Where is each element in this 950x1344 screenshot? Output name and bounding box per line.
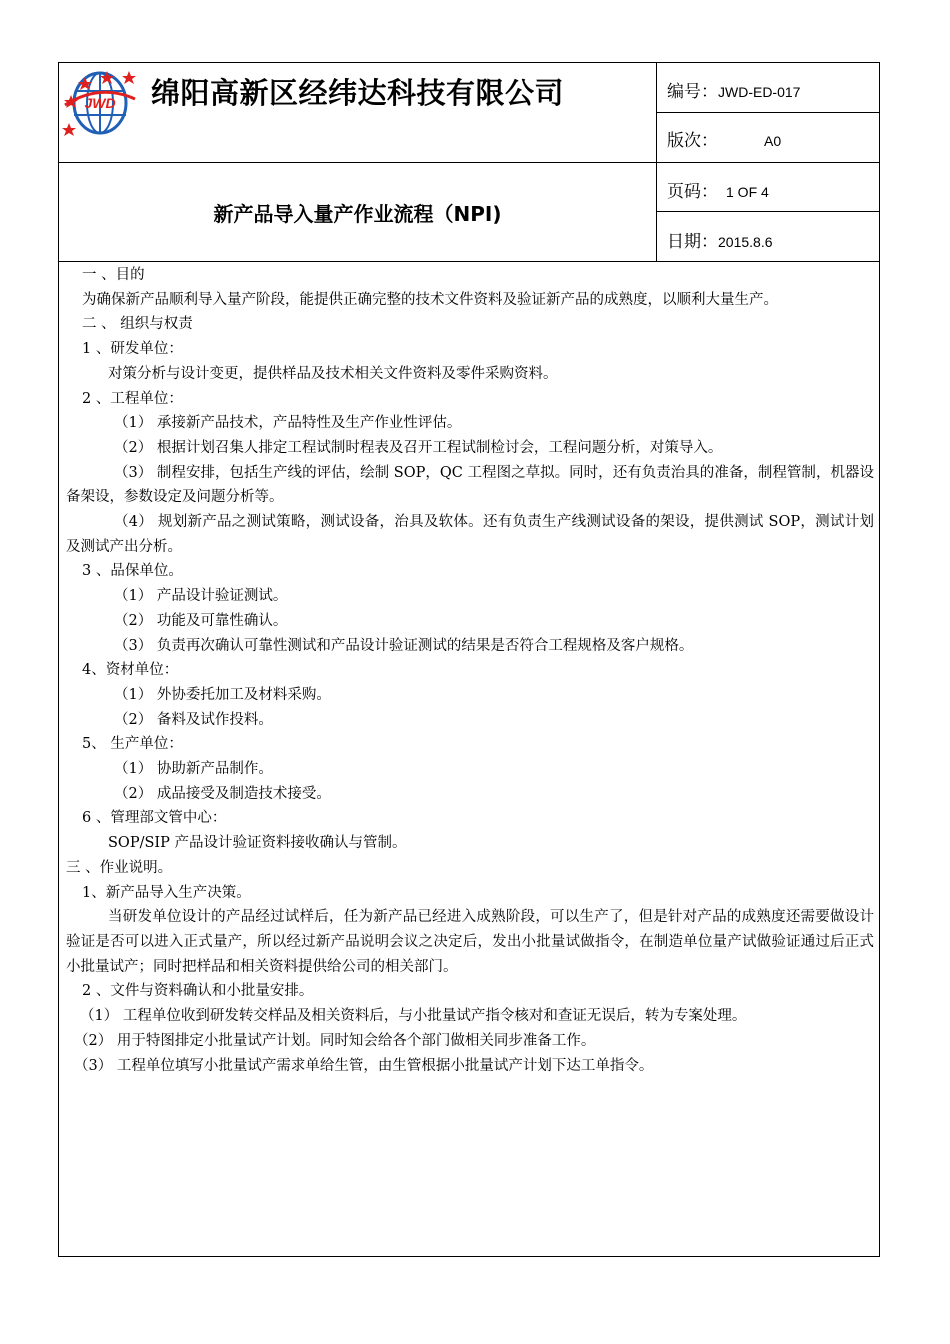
list-item: （2） 备料及试作投料。 — [114, 711, 273, 728]
list-item: （2） 成品接受及制造技术接受。 — [114, 785, 331, 802]
list-item: （2） 用于特图排定小批量试产计划。同时知会给各个部门做相关同步准备工作。 — [74, 1032, 596, 1049]
document-body — [66, 263, 874, 1078]
paragraph: 当研发单位设计的产品经过试样后，任为新产品已经进入成熟阶段，可以生产了，但是针对产品的成熟度还需要做设计验证是否可以进入正式量产，所以经过新产品说明会议之决定后，发出小批量试做指令，在制造单位量产试做验证通过后正式小批量试产；同时把样品和相关资料提供给公司的相关部门。 — [66, 909, 874, 975]
subsection-heading: 2 、文件与资料确认和小批量安排。 — [82, 983, 314, 1000]
date-label: 日期： — [667, 232, 718, 252]
date-value: 2015.8.6 — [718, 234, 773, 250]
paragraph: 对策分析与设计变更，提供样品及技术相关文件资料及零件采购资料。 — [108, 365, 558, 382]
subsection-heading: 6 、管理部文管中心： — [82, 810, 227, 827]
subsection-heading: 2 、工程单位： — [82, 390, 183, 407]
list-item: （3） 负责再次确认可靠性测试和产品设计验证测试的结果是否符合工程规格及客户规格。 — [114, 637, 694, 654]
list-item: （3） 制程安排，包括生产线的评估，绘制 SOP，QC 工程图之草拟。同时，还有负责治具的准备，制程管制，机器设备架设，参数设定及问题分析等。 — [66, 464, 874, 506]
list-item: （1） 工程单位收到研发转交样品及相关资料后，与小批量试产指令核对和查证无误后，转为专案处理。 — [80, 1008, 747, 1025]
logo-text: JWD — [84, 95, 116, 111]
list-item: （4） 规划新产品之测试策略，测试设备，治具及软体。还有负责生产线测试设备的架设，提供测试 SOP，测试计划及测试产出分析。 — [66, 514, 874, 555]
subsection-heading: 5、 生产单位： — [82, 736, 183, 753]
section-heading: 二 、 组织与权责 — [82, 316, 193, 333]
page-number-value: 1 OF 4 — [726, 184, 769, 200]
doc-number-value: JWD-ED-017 — [718, 84, 801, 100]
doc-number-label: 编号： — [667, 82, 718, 102]
subsection-heading: 1、新产品导入生产决策。 — [82, 884, 251, 901]
list-item: （2） 根据计划召集人排定工程试制时程表及召开工程试制检讨会，工程问题分析，对策导入。 — [114, 439, 723, 456]
company-name: 绵阳高新区经纬达科技有限公司 — [151, 76, 565, 110]
version-field — [667, 126, 781, 151]
section-heading: 三 、作业说明。 — [66, 859, 173, 876]
list-item: （1） 外协委托加工及材料采购。 — [114, 686, 331, 703]
subsection-heading: 1 、研发单位： — [82, 341, 183, 358]
list-item: （1） 承接新产品技术，产品特性及生产作业性评估。 — [114, 415, 462, 432]
document-title: 新产品导入量产作业流程（NPI) — [213, 202, 502, 226]
list-item: （1） 产品设计验证测试。 — [114, 588, 288, 605]
subsection-heading: 3 、品保单位。 — [82, 563, 183, 580]
page-number-label: 页码： — [667, 182, 718, 202]
section-heading: 一 、目的 — [82, 267, 145, 283]
date-field — [667, 227, 773, 252]
doc-number-field — [667, 77, 800, 102]
version-value: A0 — [764, 133, 782, 149]
list-item: （1） 协助新产品制作。 — [114, 761, 273, 778]
company-logo — [61, 65, 139, 143]
paragraph: SOP/SIP 产品设计验证资料接收确认与管制。 — [108, 835, 407, 852]
page-number-field — [667, 177, 769, 202]
version-label: 版次： — [667, 131, 718, 151]
list-item: （2） 功能及可靠性确认。 — [114, 612, 288, 629]
header-table — [58, 62, 880, 262]
subsection-heading: 4、资材单位： — [82, 662, 179, 679]
list-item: （3） 工程单位填写小批量试产需求单给生管，由生管根据小批量试产计划下达工单指令。 — [74, 1057, 654, 1074]
paragraph: 为确保新产品顺利导入量产阶段，能提供正确完整的技术文件资料及验证新产品的成熟度，以顺利大量生产。 — [82, 291, 778, 308]
